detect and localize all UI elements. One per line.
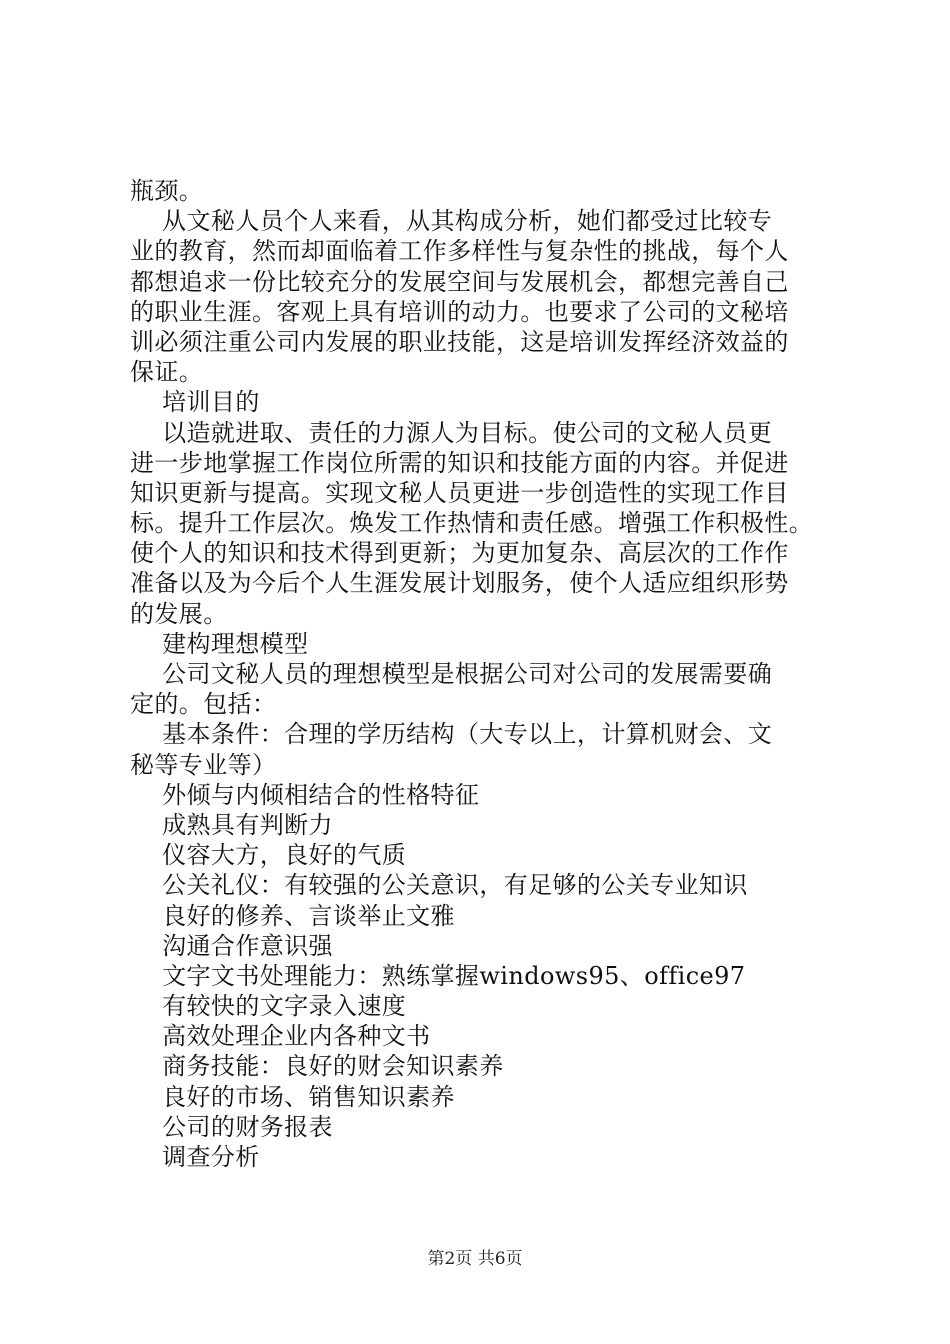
text-line: 的发展。 xyxy=(130,599,228,628)
text-line: 基本条件：合理的学历结构（大专以上，计算机财会、文 xyxy=(130,720,773,749)
text-line: 保证。 xyxy=(130,358,204,387)
page-number-footer: 第2页 共6页 xyxy=(427,1249,523,1269)
text-line: 准备以及为今后个人生涯发展计划服务，使个人适应组织形势 xyxy=(130,569,789,598)
text-line: 进一步地掌握工作岗位所需的知识和技能方面的内容。并促进 xyxy=(130,448,789,477)
text-line: 使个人的知识和技术得到更新；为更加复杂、高层次的工作作 xyxy=(130,539,789,568)
list-item: 高效处理企业内各种文书 xyxy=(130,1022,431,1051)
document-body xyxy=(130,176,830,1172)
text-line: 从文秘人员个人来看，从其构成分析，她们都受过比较专 xyxy=(130,207,773,236)
list-item: 沟通合作意识强 xyxy=(130,931,333,960)
text-line: 瓶颈。 xyxy=(130,177,204,205)
text-line: 标。提升工作层次。焕发工作热情和责任感。增强工作积极性。 xyxy=(130,509,814,538)
list-item: 调查分析 xyxy=(130,1143,260,1171)
text-line: 的职业生涯。客观上具有培训的动力。也要求了公司的文秘培 xyxy=(130,297,789,326)
list-item: 公关礼仪：有较强的公关意识，有足够的公关专业知识 xyxy=(130,871,748,900)
text-line: 业的教育，然而却面临着工作多样性与复杂性的挑战，每个人 xyxy=(130,237,789,266)
list-item: 商务技能：良好的财会知识素养 xyxy=(130,1052,504,1081)
text-line: 训必须注重公司内发展的职业技能，这是培训发挥经济效益的 xyxy=(130,327,789,356)
text-line: 公司文秘人员的理想模型是根据公司对公司的发展需要确 xyxy=(130,660,773,688)
list-item: 公司的财务报表 xyxy=(130,1112,333,1141)
list-item: 外倾与内倾相结合的性格特征 xyxy=(130,780,480,809)
list-item: 仪容大方，良好的气质 xyxy=(130,841,407,870)
list-item: 文字文书处理能力：熟练掌握windows95、office97 xyxy=(130,961,746,990)
list-item: 有较快的文字录入速度 xyxy=(130,992,407,1021)
list-item: 良好的市场、销售知识素养 xyxy=(130,1082,455,1111)
list-item: 成熟具有判断力 xyxy=(130,810,333,839)
section-heading: 建构理想模型 xyxy=(130,629,309,658)
list-item: 良好的修养、言谈举止文雅 xyxy=(130,901,455,930)
text-line: 秘等专业等） xyxy=(130,750,277,779)
section-heading: 培训目的 xyxy=(130,388,260,417)
text-line: 以造就进取、责任的力源人为目标。使公司的文秘人员更 xyxy=(130,418,773,447)
text-line: 知识更新与提高。实现文秘人员更进一步创造性的实现工作目 xyxy=(130,478,789,507)
text-line: 都想追求一份比较充分的发展空间与发展机会，都想完善自己 xyxy=(130,267,789,296)
text-line: 定的。包括： xyxy=(130,690,277,719)
